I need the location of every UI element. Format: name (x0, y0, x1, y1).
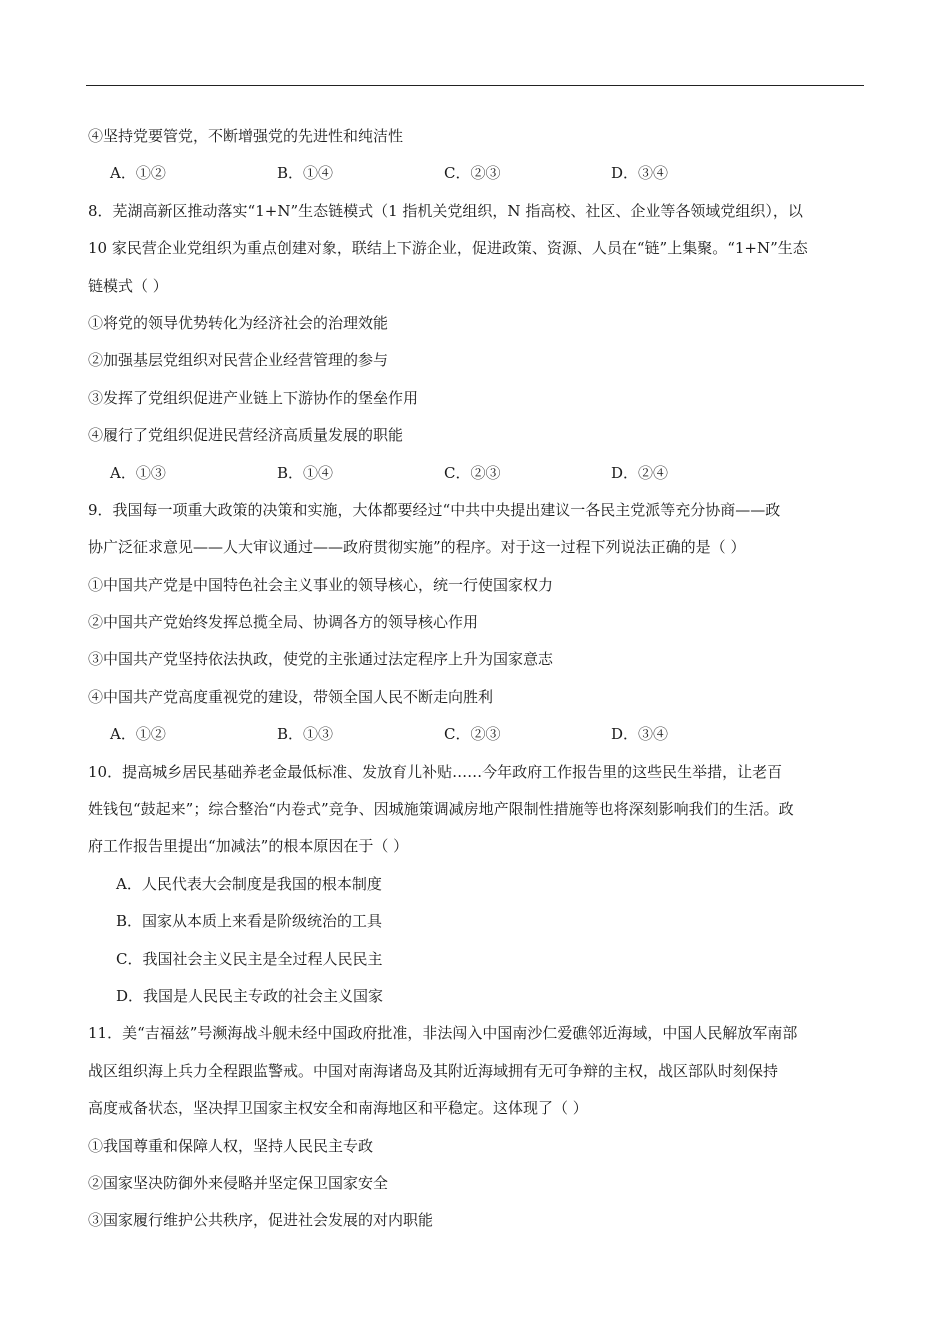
q10-option-a: A．人民代表大会制度是我国的根本制度 (116, 874, 382, 893)
exam-page (88, 118, 864, 1240)
q8-stem-line-2: 10 家民营企业党组织为重点创建对象，联结上下游企业，促进政策、资源、人员在“链”上集聚。“1+N”生态 (88, 239, 808, 258)
q10-option-d: D．我国是人民民主专政的社会主义国家 (116, 986, 384, 1005)
q8-option-a: A．①③ (110, 463, 166, 482)
q9-item-2: ②中国共产党始终发挥总揽全局、协调各方的领导核心作用 (88, 613, 479, 632)
q8-option-d: D．②④ (611, 463, 669, 482)
q8-option-b: B．①④ (277, 463, 334, 482)
q11-stem-line-2: 战区组织海上兵力全程跟监警戒。中国对南海诸岛及其附近海域拥有无可争辩的主权，战区部队时刻保持 (88, 1061, 779, 1080)
q7-option-b: B．①④ (277, 164, 334, 183)
q7-option-c: C．②③ (444, 164, 501, 183)
q9-item-1: ①中国共产党是中国特色社会主义事业的领导核心，统一行使国家权力 (88, 575, 554, 594)
q7-options (88, 155, 864, 192)
q8-item-2: ②加强基层党组织对民营企业经营管理的参与 (88, 351, 389, 370)
q9-option-a: A．①② (110, 725, 166, 744)
q9-option-b: B．①③ (277, 725, 334, 744)
q8-stem-line-3: 链模式（ ） (88, 276, 168, 295)
q10-stem-line-2: 姓钱包“鼓起来”；综合整治“内卷式”竞争、因城施策调减房地产限制性措施等也将深刻影响我们的生活。政 (88, 800, 794, 819)
q8-options (88, 455, 864, 492)
q11-stem-line-1: 11．美“吉福兹”号濒海战斗舰未经中国政府批准，非法闯入中国南沙仁爱礁邻近海域，中国人民解放军南部 (88, 1024, 798, 1043)
q11-item-1: ①我国尊重和保障人权，坚持人民民主专政 (88, 1136, 374, 1155)
q11-item-2: ②国家坚决防御外来侵略并坚定保卫国家安全 (88, 1173, 389, 1192)
q9-item-3: ③中国共产党坚持依法执政，使党的主张通过法定程序上升为国家意志 (88, 650, 554, 669)
q11-stem-line-3: 高度戒备状态，坚决捍卫国家主权安全和南海地区和平稳定。这体现了（ ） (88, 1099, 588, 1118)
q10-option-b: B．国家从本质上来看是阶级统治的工具 (116, 912, 383, 931)
q10-stem-line-1: 10．提高城乡居民基础养老金最低标准、发放育儿补贴……今年政府工作报告里的这些民生举措，让老百 (88, 762, 783, 781)
q9-options (88, 716, 864, 753)
q9-option-d: D．③④ (611, 725, 669, 744)
q10-stem-line-3: 府工作报告里提出“加减法”的根本原因在于（ ） (88, 837, 409, 856)
header-rule (86, 85, 864, 86)
q9-item-4: ④中国共产党高度重视党的建设，带领全国人民不断走向胜利 (88, 687, 494, 706)
q8-item-3: ③发挥了党组织促进产业链上下游协作的堡垒作用 (88, 388, 419, 407)
q9-option-c: C．②③ (444, 725, 501, 744)
q11-item-3: ③国家履行维护公共秩序，促进社会发展的对内职能 (88, 1211, 434, 1230)
q8-item-1: ①将党的领导优势转化为经济社会的治理效能 (88, 313, 389, 332)
q7-item-4: ④坚持党要管党，不断增强党的先进性和纯洁性 (88, 127, 404, 145)
q10-option-c: C．我国社会主义民主是全过程人民民主 (116, 949, 383, 968)
q8-item-4: ④履行了党组织促进民营经济高质量发展的职能 (88, 426, 404, 445)
q9-stem-line-1: 9．我国每一项重大政策的决策和实施，大体都要经过“中共中央提出建议一各民主党派等充分协商——政 (88, 500, 781, 519)
q8-option-c: C．②③ (444, 463, 501, 482)
q8-stem-line-1: 8．芜湖高新区推动落实“1+N”生态链模式（1 指机关党组织，N 指高校、社区、企业等各领域党组织），以 (88, 201, 803, 220)
q9-stem-line-2: 协广泛征求意见——人大审议通过——政府贯彻实施”的程序。对于这一过程下列说法正确的是（ ） (88, 538, 746, 557)
q7-option-d: D．③④ (611, 164, 669, 183)
q7-option-a: A．①② (110, 164, 166, 183)
